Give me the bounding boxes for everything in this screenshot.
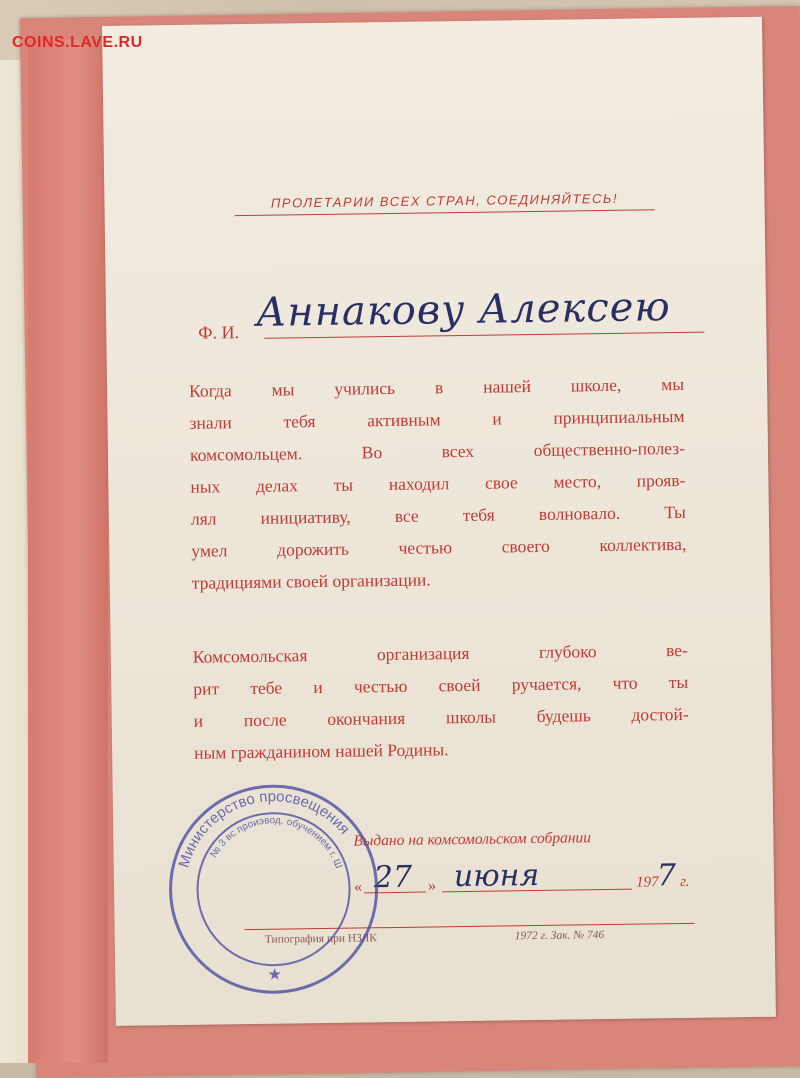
issue-date [354,856,695,901]
date-month-handwritten: июня [453,857,540,895]
paragraph-line: ных делах ты находил свое место, прояв- [190,469,686,497]
date-day-handwritten: 27 [373,859,413,896]
paragraph-line: Когда мы учились в нашей школе, мы [188,373,685,401]
paragraph-line: традициями своей организации. [191,569,431,593]
recipient-name-handwritten: Аннакову Алексею [255,284,671,336]
name-label: Ф. И. [198,322,240,343]
paragraph-line: знали тебя активным и принципиальным [189,405,685,433]
cover-spine [28,40,108,1063]
paragraph-line: и после окончания школы будешь достой- [193,703,689,731]
stamp-star-icon: ★ [267,966,283,984]
issued-label: Выдано на комсомольском собрании [353,829,592,850]
paragraph-line: умел дорожить честью своего коллектива, [191,533,687,561]
site-watermark: COINS.LAVE.RU [12,34,143,51]
date-close-quote: » [427,877,437,895]
paragraph-line: ным гражданином нашей Родины. [194,739,449,763]
slogan: ПРОЛЕТАРИИ ВСЕХ СТРАН, СОЕДИНЯЙТЕСЬ! [234,190,654,216]
paragraph-line: лял инициативу, все тебя волновало. Ты [190,501,686,529]
paragraph-1 [189,368,687,599]
paragraph-line: рит тебе и честью своей ручается, что ты [193,671,689,699]
print-order-number: 1972 г. Зак. № 746 [514,929,605,943]
date-year-suffix: г. [679,873,690,891]
stamp-inner-text: № 3 вс проиэвод. обучением г. Ш [208,815,345,871]
official-stamp [165,780,383,998]
date-year-digit-handwritten: 7 [656,858,677,894]
paragraph-line: Комсомольская организация глубоко ве- [192,639,688,667]
printer-imprint: Типография при НЗЛК [264,932,377,946]
paragraph-2 [193,634,690,769]
stamp-outer-text: Министерство просвещения [175,788,353,870]
date-open-quote: « [353,878,363,896]
certificate-sheet [102,17,776,1026]
date-year-prefix: 197 [635,874,659,891]
paragraph-line: комсомольцем. Во всех общественно-полез- [189,437,686,465]
